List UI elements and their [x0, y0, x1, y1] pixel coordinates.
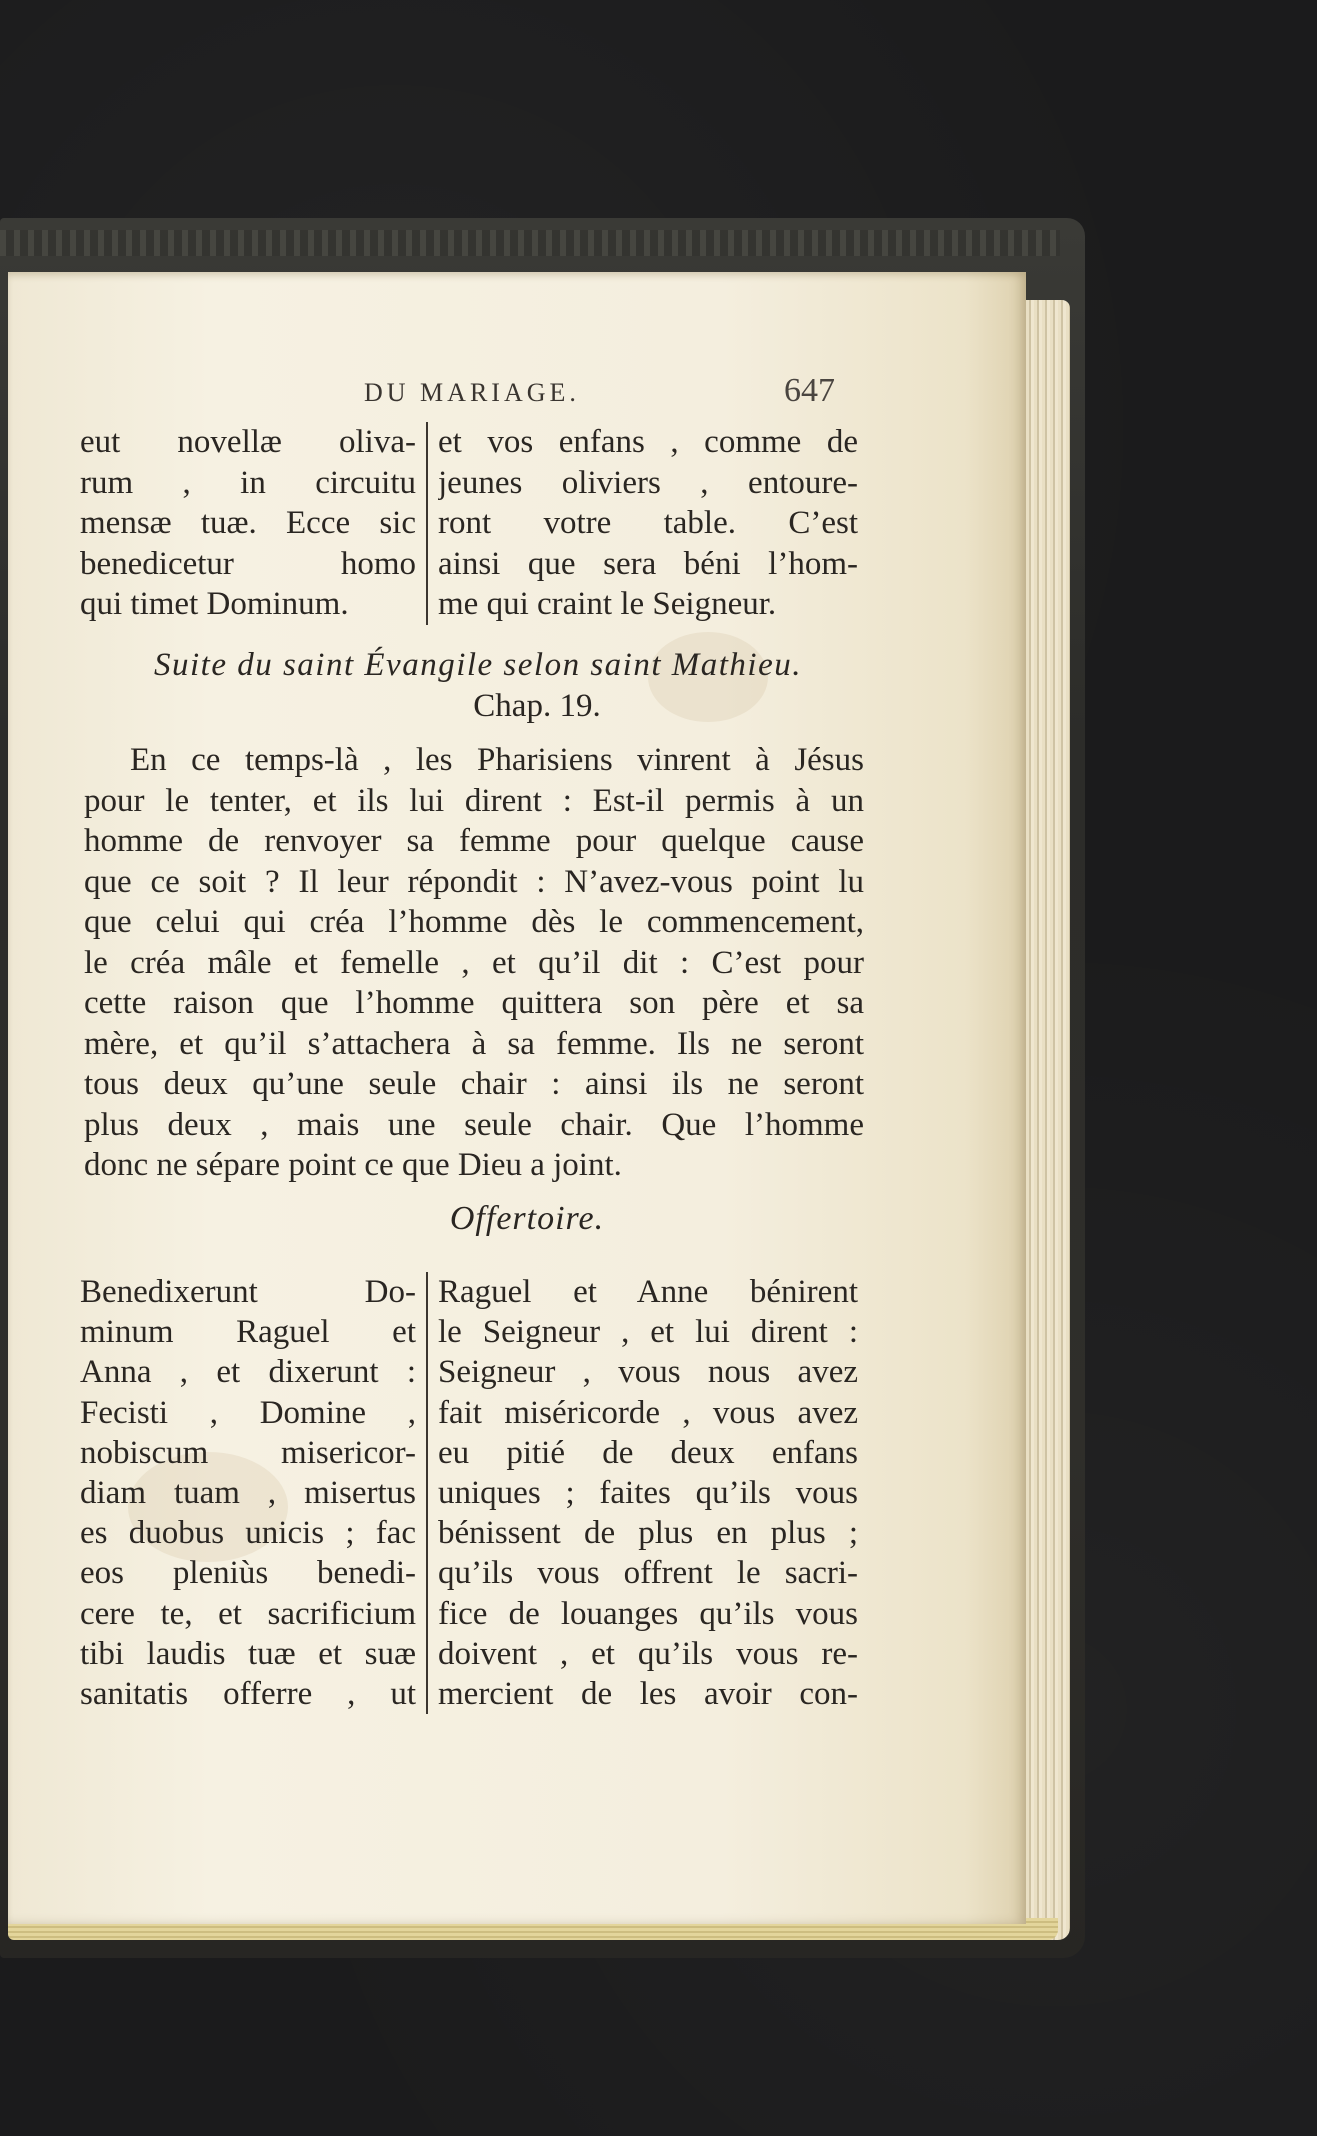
- psalm-bilingual-block: [80, 422, 870, 625]
- latin-line: eos pleniùs benedi-: [80, 1555, 416, 1592]
- offertory-latin-column: [80, 1272, 426, 1714]
- gospel-line: homme de renvoyer sa femme pour quelque cause: [84, 823, 864, 859]
- running-head: [8, 372, 1026, 412]
- french-line: me qui craint le Seigneur.: [438, 586, 777, 622]
- french-line: ront votre table. C’est: [438, 505, 858, 541]
- latin-line: Anna , et dixerunt :: [80, 1354, 416, 1391]
- latin-line: rum , in circuitu: [80, 464, 416, 501]
- french-line: uniques ; faites qu’ils vous: [438, 1474, 858, 1511]
- gospel-line: le créa mâle et femelle , et qu’il dit : C’est pour: [84, 944, 864, 981]
- latin-line: sanitatis offerre , ut: [80, 1675, 416, 1712]
- gospel-line: donc ne sépare point ce que Dieu a joint.: [84, 1147, 622, 1183]
- french-line: doivent , et qu’ils vous re-: [438, 1635, 858, 1672]
- gospel-line: En ce temps-là , les Pharisiens vinrent à Jésus: [130, 742, 864, 778]
- cover-decorative-band: [0, 230, 1060, 256]
- latin-line: es duobus unicis ; fac: [80, 1515, 416, 1552]
- french-line: eu pitié de deux enfans: [438, 1434, 858, 1471]
- french-line: ainsi que sera béni l’hom-: [438, 545, 858, 582]
- gospel-text: [84, 740, 864, 1186]
- french-line: jeunes oliviers , entoure-: [438, 464, 858, 501]
- french-line: fait miséricorde , vous avez: [438, 1394, 858, 1431]
- french-line: fice de louanges qu’ils vous: [438, 1595, 858, 1632]
- offertory-french-column: [426, 1272, 858, 1714]
- french-line: bénissent de plus en plus ;: [438, 1515, 858, 1552]
- gospel-line: plus deux , mais une seule chair. Que l’homme: [84, 1106, 864, 1143]
- gospel-line: tous deux qu’une seule chair : ainsi ils ne seront: [84, 1066, 864, 1102]
- psalm-latin-column: [80, 422, 426, 625]
- gospel-line: mère, et qu’il s’attachera à sa femme. Ils ne seront: [84, 1025, 864, 1062]
- french-line: qu’ils vous offrent le sacri-: [438, 1555, 858, 1592]
- offertory-title: Offertoire.: [449, 1200, 605, 1237]
- page-number: 647: [784, 372, 835, 409]
- gospel-title: Suite du saint Évangile selon saint Mathieu.: [153, 647, 802, 683]
- offertory-bilingual-block: [80, 1272, 870, 1714]
- latin-line: cere te, et sacrificium: [80, 1595, 416, 1632]
- latin-line: tibi laudis tuæ et suæ: [80, 1635, 416, 1672]
- chapter-reference: Chap. 19.: [473, 688, 601, 724]
- french-line: Raguel et Anne bénirent: [438, 1274, 858, 1310]
- gospel-line: que ce soit ? Il leur répondit : N’avez-vous point lu: [84, 863, 864, 900]
- french-line: mercient de les avoir con-: [438, 1675, 858, 1712]
- latin-line: minum Raguel et: [80, 1314, 416, 1351]
- gospel-line: pour le tenter, et ils lui dirent : Est-il permis à un: [84, 782, 864, 819]
- french-line: le Seigneur , et lui dirent :: [438, 1314, 858, 1351]
- french-line: Seigneur , vous nous avez: [438, 1354, 858, 1391]
- latin-line: mensæ tuæ. Ecce sic: [80, 505, 416, 541]
- book-page: [8, 272, 1026, 1924]
- latin-line: eut novellæ oliva-: [80, 424, 416, 460]
- latin-line: benedicetur homo: [80, 545, 416, 582]
- latin-line: Fecisti , Domine ,: [80, 1394, 416, 1431]
- french-line: et vos enfans , comme de: [438, 424, 858, 460]
- latin-line: nobiscum misericor-: [80, 1434, 416, 1471]
- gospel-line: cette raison que l’homme quittera son père et sa: [84, 985, 864, 1021]
- running-title: DU MARIAGE.: [364, 378, 580, 407]
- latin-line: Benedixerunt Do-: [80, 1274, 416, 1310]
- latin-line: qui timet Dominum.: [80, 586, 349, 622]
- psalm-french-column: [426, 422, 858, 625]
- latin-line: diam tuam , misertus: [80, 1474, 416, 1511]
- gospel-line: que celui qui créa l’homme dès le commencement,: [84, 904, 864, 940]
